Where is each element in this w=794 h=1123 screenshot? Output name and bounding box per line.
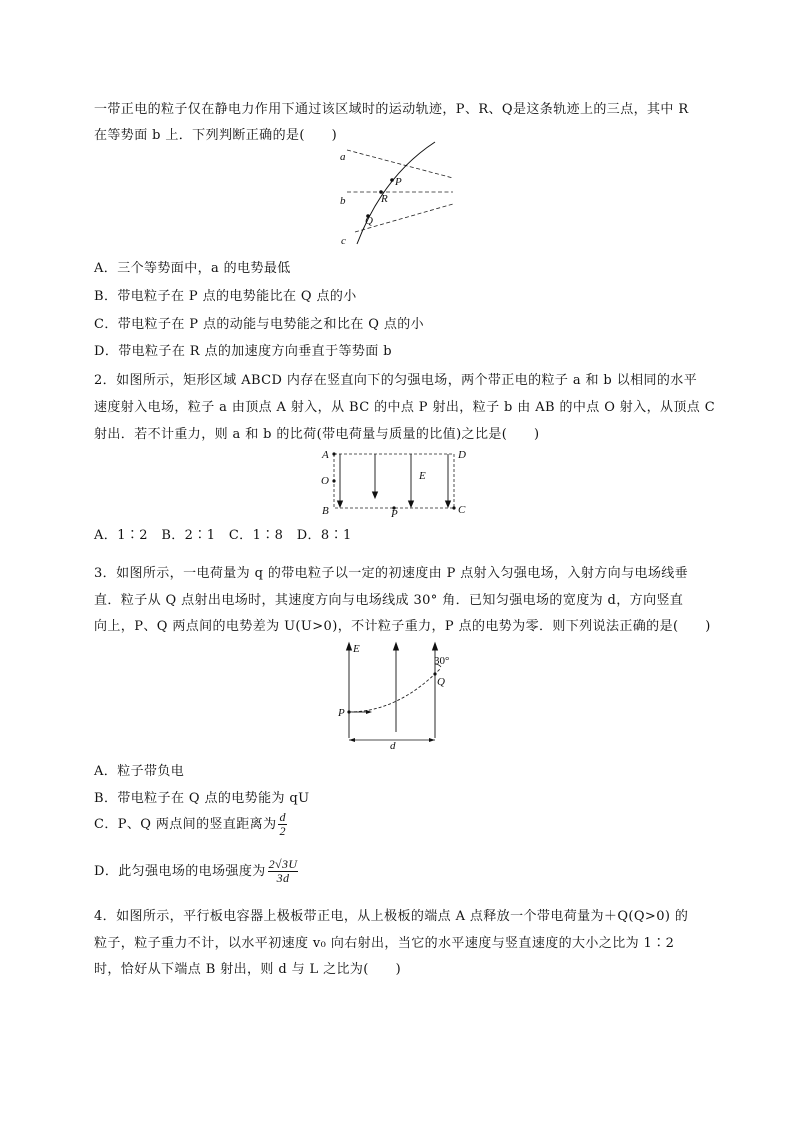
- q2-line3: 射出．若不计重力，则 a 和 b 的比荷(带电荷量与质量的比值)之比是( ): [94, 427, 540, 442]
- q3-figure: [338, 636, 458, 752]
- point-c-dot: [452, 506, 455, 509]
- q3-option-d-text: D．此匀强电场的电场强度为: [94, 864, 266, 879]
- fraction-numerator: 2√3U: [268, 857, 298, 871]
- label-a: a: [340, 151, 346, 163]
- label-b: b: [340, 195, 346, 207]
- q3-line3: 向上，P、Q 两点间的电势差为 U(U>0)，不计粒子重力，P 点的电势为零．则下列说法正确的是( ): [94, 619, 711, 634]
- q1-option-b: B．带电粒子在 P 点的电势能比在 Q 点的小: [94, 289, 357, 304]
- label-30-degrees: 30°: [434, 655, 450, 667]
- q1-option-a: A．三个等势面中，a 的电势最低: [94, 261, 291, 276]
- q3-line2: 直．粒子从 Q 点射出电场时，其速度方向与电场线成 30° 角．已知匀强电场的宽度为 d，方向竖直: [94, 593, 684, 608]
- q2-options: A．1∶2 B．2∶1 C．1∶8 D．8∶1: [94, 528, 352, 543]
- q2-figure: [318, 446, 478, 518]
- q4-line1: 4．如图所示，平行板电容器上极板带正电，从上极板的端点 A 点释放一个带电荷量为＋Q(Q>0) 的: [94, 909, 689, 924]
- q1-stem-line2: 在等势面 b 上．下列判断正确的是( ): [94, 128, 338, 143]
- field-lines: [338, 454, 451, 507]
- arrowhead: [366, 710, 372, 714]
- label-r: R: [381, 193, 388, 205]
- label-a: A: [322, 449, 329, 461]
- q1-option-d: D．带电粒子在 R 点的加速度方向垂直于等势面 b: [94, 344, 392, 359]
- q3-option-c: [94, 811, 287, 838]
- fraction-numerator: d: [279, 810, 286, 824]
- label-e: E: [419, 470, 426, 482]
- field-lines: [347, 643, 438, 738]
- q3-option-d-fraction: [268, 858, 299, 885]
- q1-stem-line1: 一带正电的粒子仅在静电力作用下通过该区域时的运动轨迹，P、R、Q是这条轨迹上的三点，其中 R: [94, 102, 689, 117]
- q4-line3: 时，恰好从下端点 B 射出，则 d 与 L 之比为( ): [94, 962, 402, 977]
- label-c: C: [458, 504, 466, 516]
- q3-option-d: [94, 858, 298, 885]
- particle-path: [349, 668, 441, 712]
- dim-arrow-left: [349, 738, 355, 742]
- label-d: D: [458, 449, 466, 461]
- label-d: d: [390, 740, 396, 752]
- q2-line2: 速度射入电场，粒子 a 由顶点 A 射入，从 BC 的中点 P 射出，粒子 b 由 AB 的中点 O 射入，从顶点 C: [94, 400, 716, 415]
- label-p: P: [338, 707, 345, 719]
- q3-option-c-text: C．P、Q 两点间的竖直距离为: [94, 817, 277, 832]
- point-o-dot: [332, 479, 335, 482]
- q1-figure: [335, 140, 460, 248]
- q2-line1: 2．如图所示，矩形区域 ABCD 内存在竖直向下的匀强电场，两个带正电的粒子 a 和 b 以相同的水平: [94, 373, 698, 388]
- q3-option-c-fraction: [278, 811, 286, 838]
- rect-abcd: [334, 454, 454, 508]
- q1-option-c: C．带电粒子在 P 点的动能与电势能之和比在 Q 点的小: [94, 317, 425, 332]
- equipotential-a: [347, 150, 453, 178]
- point-p-dot: [390, 178, 394, 182]
- label-q: Q: [437, 676, 445, 688]
- q3-option-a: A．粒子带负电: [94, 764, 185, 779]
- fraction-denominator: 3d: [276, 871, 290, 885]
- label-p: P: [395, 176, 402, 188]
- q3-option-b: B．带电粒子在 Q 点的电势能为 qU: [94, 791, 310, 806]
- q3-line1: 3．如图所示，一电荷量为 q 的带电粒子以一定的初速度由 P 点射入匀强电场，入射方向与电场线垂: [94, 566, 689, 581]
- label-o: O: [321, 475, 329, 487]
- dim-arrow-right: [429, 738, 435, 742]
- particle-trajectory: [357, 142, 435, 244]
- fraction-denominator: 2: [279, 824, 286, 838]
- label-p: P: [391, 508, 398, 520]
- point-p-dot: [347, 710, 350, 713]
- point-a-dot: [332, 452, 335, 455]
- label-e: E: [353, 643, 360, 655]
- label-c: c: [341, 235, 346, 247]
- label-b: B: [322, 505, 329, 517]
- label-q: Q: [365, 215, 373, 227]
- q4-line2: 粒子，粒子重力不计，以水平初速度 v₀ 向右射出，当它的水平速度与竖直速度的大小之比为 1∶2: [94, 936, 675, 951]
